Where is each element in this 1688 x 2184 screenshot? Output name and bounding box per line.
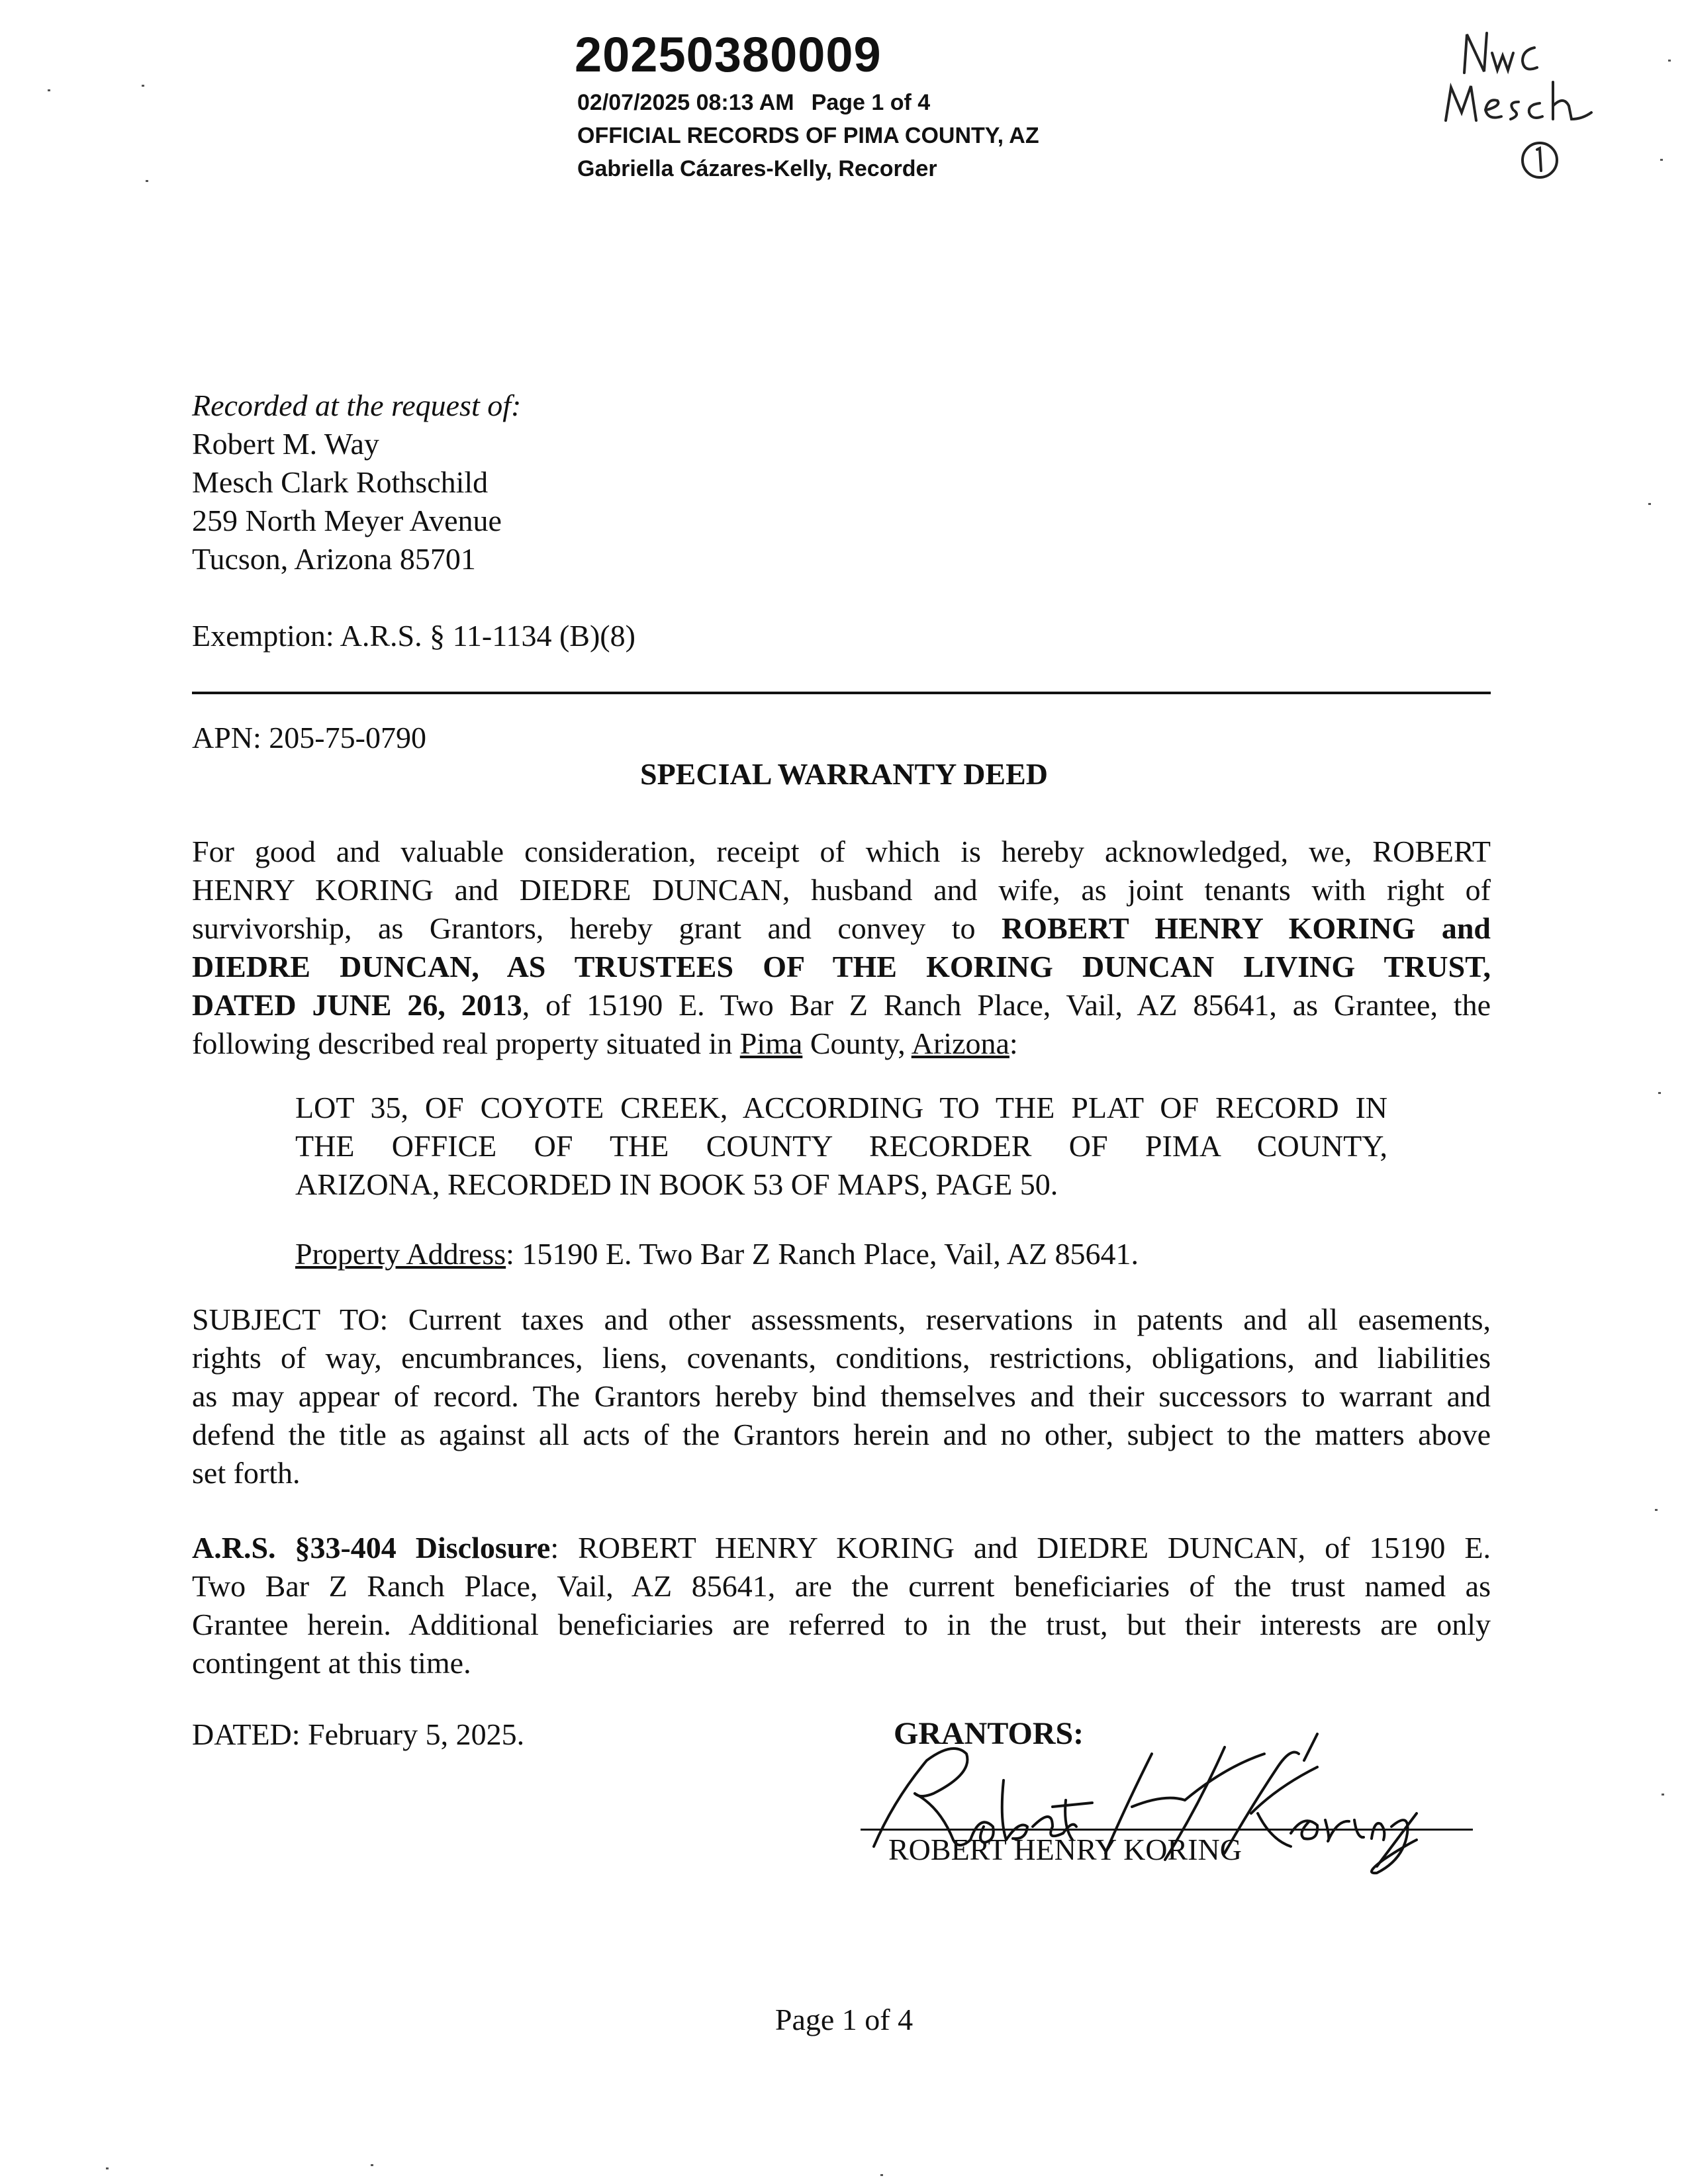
trust-date: DATED JUNE 26, 2013 (192, 988, 522, 1022)
subject-to-paragraph (192, 1300, 1491, 1492)
scan-speck (371, 2164, 373, 2166)
page-footer: Page 1 of 4 (774, 2003, 914, 2036)
grantee-names-2: DIEDRE DUNCAN, AS TRUSTEES OF THE KORING DUNCAN LIVING TRUST, (192, 950, 1491, 983)
recorded-request-city: Tucson, Arizona 85701 (192, 542, 476, 576)
grant-line-2: HENRY KORING and DIEDRE DUNCAN, husband and wife, as joint tenants with right of (192, 873, 1491, 907)
recording-number: 20250380009 (575, 27, 882, 82)
legal-line-1: LOT 35, OF COYOTE CREEK, ACCORDING TO THE PLAT OF RECORD IN (295, 1091, 1387, 1124)
scan-speck (1658, 1092, 1661, 1094)
legal-description (295, 1089, 1387, 1204)
recorded-request-label: Recorded at the request of: (192, 388, 522, 422)
subject-to-line-4: defend the title as against all acts of the Grantors herein and no other, subject to the matters above (192, 1418, 1491, 1451)
scan-speck (1668, 60, 1671, 62)
disclosure-line-1-text: : ROBERT HENRY KORING and DIEDRE DUNCAN, of 15190 E. (550, 1531, 1491, 1565)
grantee-names-1: ROBERT HENRY KORING and (1002, 911, 1491, 945)
scan-speck (1655, 1509, 1658, 1511)
disclosure-line-2: Two Bar Z Ranch Place, Vail, AZ 85641, are the current beneficiaries of the trust named as (192, 1569, 1491, 1603)
grant-line-6-county: County, (802, 1026, 912, 1060)
recorder-name: Gabriella Cázares-Kelly, Recorder (577, 156, 937, 181)
exemption: Exemption: A.R.S. § 11-1134 (B)(8) (192, 619, 635, 653)
subject-to-line-5: set forth. (192, 1456, 301, 1490)
scan-speck (146, 180, 148, 182)
grant-line-3 (192, 909, 1491, 948)
state-name: Arizona (911, 1026, 1009, 1060)
scan-speck (1662, 1794, 1664, 1796)
property-address-label: Property Address (295, 1237, 506, 1271)
handwritten-note (1423, 13, 1622, 185)
document-title: SPECIAL WARRANTY DEED (639, 757, 1048, 791)
grant-paragraph (192, 833, 1491, 1063)
subject-to-line-3: as may appear of record. The Grantors hereby bind themselves and their successors to warrant and (192, 1379, 1491, 1413)
grant-line-5 (192, 986, 1491, 1024)
recording-datetime: 02/07/2025 08:13 AM (577, 90, 794, 115)
recording-office: OFFICIAL RECORDS OF PIMA COUNTY, AZ (577, 123, 1039, 148)
recorded-request-street: 259 North Meyer Avenue (192, 504, 502, 537)
property-address (295, 1235, 1139, 1273)
grant-line-5-text: , of 15190 E. Two Bar Z Ranch Place, Vail, AZ 85641, as Grantee, the (522, 988, 1491, 1022)
legal-line-3: ARIZONA, RECORDED IN BOOK 53 OF MAPS, PAGE 50. (295, 1167, 1058, 1201)
recording-datetime-line (577, 90, 930, 116)
grant-line-3-text: survivorship, as Grantors, hereby grant and convey to (192, 911, 1002, 945)
disclosure-line-3: Grantee herein. Additional beneficiaries are referred to in the trust, but their interests are only (192, 1608, 1491, 1641)
disclosure-paragraph (192, 1529, 1491, 1682)
grant-line-6-text: following described real property situated in (192, 1026, 740, 1060)
grantor-printed-name: ROBERT HENRY KORING (888, 1833, 1242, 1866)
recorded-request-name: Robert M. Way (192, 427, 379, 461)
handwritten-note-drawing (1423, 13, 1622, 185)
disclosure-label: A.R.S. §33-404 Disclosure (192, 1531, 551, 1565)
county-name: Pima (739, 1026, 803, 1060)
scan-speck (48, 89, 50, 91)
scan-speck (1660, 159, 1663, 161)
header-divider (192, 692, 1491, 694)
recording-page-info: Page 1 of 4 (811, 90, 931, 115)
grantors-label: GRANTORS: (894, 1716, 1084, 1751)
signature-line (861, 1829, 1473, 1831)
property-address-value: : 15190 E. Two Bar Z Ranch Place, Vail, AZ 85641. (506, 1237, 1139, 1271)
grant-line-6 (192, 1024, 1491, 1063)
scan-speck (142, 85, 144, 87)
disclosure-line-4: contingent at this time. (192, 1646, 471, 1680)
subject-to-line-2: rights of way, encumbrances, liens, covenants, conditions, restrictions, obligations, and liabilities (192, 1341, 1491, 1375)
scan-speck (1648, 503, 1651, 505)
dated-line: DATED: February 5, 2025. (192, 1717, 525, 1751)
apn: APN: 205-75-0790 (192, 721, 426, 754)
scan-speck (880, 2174, 883, 2176)
grant-line-1: For good and valuable consideration, receipt of which is hereby acknowledged, we, ROBERT (192, 835, 1491, 868)
disclosure-line-1 (192, 1529, 1491, 1567)
scan-speck (106, 2167, 109, 2169)
grant-line-6-end: : (1009, 1026, 1018, 1060)
legal-line-2: THE OFFICE OF THE COUNTY RECORDER OF PIMA COUNTY, (295, 1129, 1387, 1163)
recorded-request-firm: Mesch Clark Rothschild (192, 465, 489, 499)
subject-to-line-1: SUBJECT TO: Current taxes and other assessments, reservations in patents and all easements, (192, 1302, 1491, 1336)
